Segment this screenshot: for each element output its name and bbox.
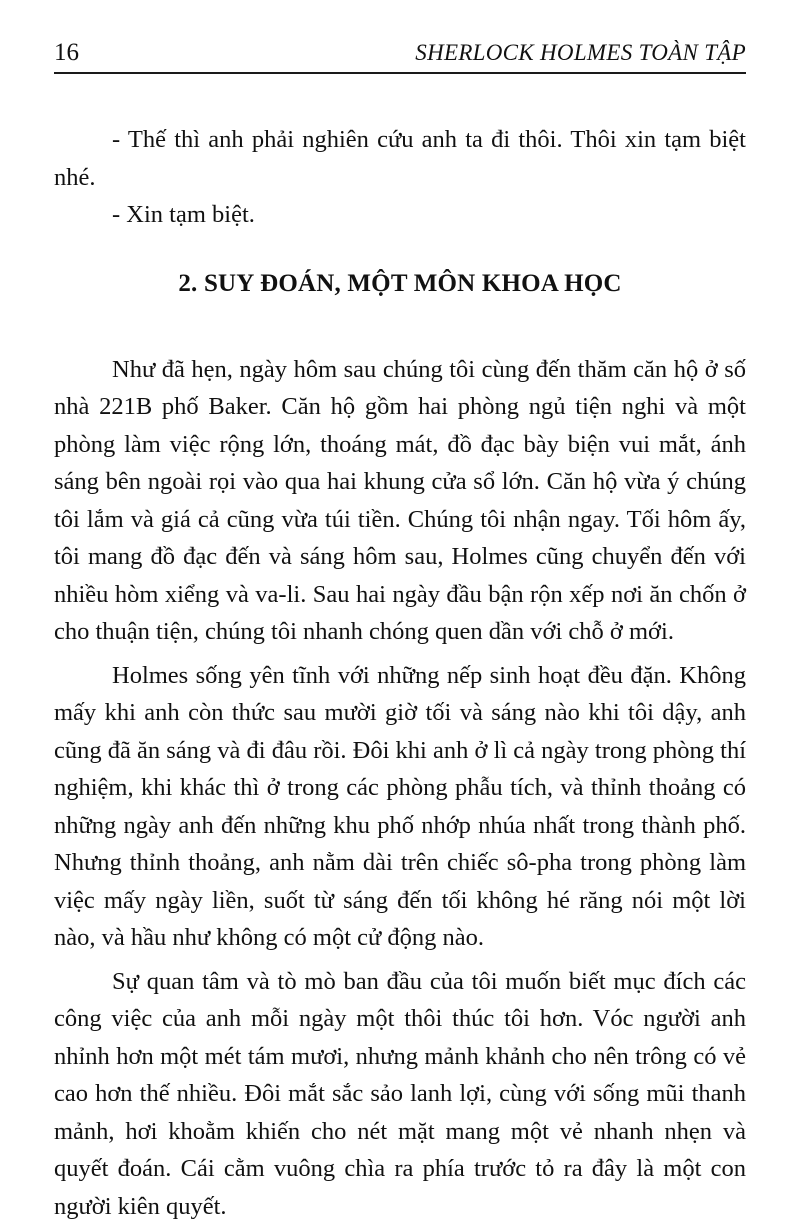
spacer	[54, 234, 746, 269]
spacer	[54, 299, 746, 351]
page-number: 16	[54, 38, 79, 68]
dialogue-line: - Xin tạm biệt.	[54, 196, 746, 234]
body-text	[54, 121, 746, 1225]
paragraph: Như đã hẹn, ngày hôm sau chúng tôi cùng đến thăm căn hộ ở số nhà 221B phố Baker. Căn hộ gồm hai phòng ngủ tiện nghi và một phòng làm việc rộng lớn, thoáng mát, đồ đạc bày biện vui mắt, ánh sáng bên ngoài rọi vào qua hai khung cửa sổ lớn. Căn hộ vừa ý chúng tôi lắm và giá cả cũng vừa túi tiền. Chúng tôi nhận ngay. Tối hôm ấy, tôi mang đồ đạc đến và sáng hôm sau, Holmes cũng chuyển đến với nhiều hòm xiểng và va-li. Sau hai ngày đầu bận rộn xếp nơi ăn chốn ở cho thuận tiện, chúng tôi nhanh chóng quen dần với chỗ ở mới.	[54, 351, 746, 651]
running-header	[54, 38, 746, 74]
paragraph: Sự quan tâm và tò mò ban đầu của tôi muốn biết mục đích các công việc của anh mỗi ngày một thôi thúc tôi hơn. Vóc người anh nhỉnh hơn một mét tám mươi, nhưng mảnh khảnh cho nên trông có vẻ cao hơn thế nhiều. Đôi mắt sắc sảo lanh lợi, cùng với sống mũi thanh mảnh, hơi khoằm khiến cho nét mặt mang một vẻ nhanh nhẹn và quyết đoán. Cái cằm vuông chìa ra phía trước tỏ ra đây là một con người kiên quyết.	[54, 963, 746, 1225]
dialogue-line: - Thế thì anh phải nghiên cứu anh ta đi thôi. Thôi xin tạm biệt nhé.	[54, 121, 746, 196]
book-title: SHERLOCK HOLMES TOÀN TẬP	[415, 38, 746, 68]
paragraph: Holmes sống yên tĩnh với những nếp sinh hoạt đều đặn. Không mấy khi anh còn thức sau mười giờ tối và sáng nào khi tôi dậy, anh cũng đã ăn sáng và đi đâu rồi. Đôi khi anh ở lì cả ngày trong phòng thí nghiệm, khi khác thì ở trong các phòng phẫu tích, và thỉnh thoảng có những ngày anh đến những khu phố nhớp nhúa nhất trong thành phố. Nhưng thỉnh thoảng, anh nằm dài trên chiếc sô-pha trong phòng làm việc mấy ngày liền, suốt từ sáng đến tối không hé răng nói một lời nào, và hầu như không có một cử động nào.	[54, 657, 746, 957]
book-page	[54, 0, 746, 1156]
section-heading: 2. SUY ĐOÁN, MỘT MÔN KHOA HỌC	[54, 269, 746, 299]
